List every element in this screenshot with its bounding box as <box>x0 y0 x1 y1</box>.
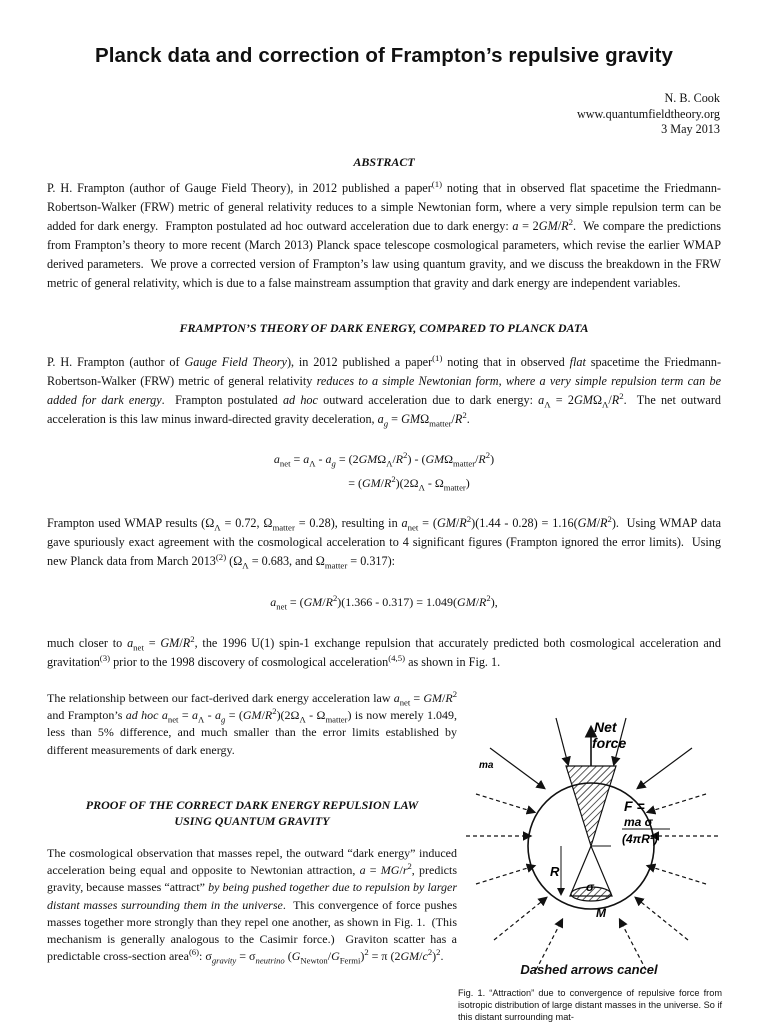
label-M: M <box>596 906 606 920</box>
arrow-left-lower <box>476 866 534 884</box>
author-website[interactable]: www.quantumfieldtheory.org <box>576 106 720 121</box>
label-numerator: ma σ <box>624 815 653 829</box>
arrow-lower-right <box>636 898 688 940</box>
section1-para3: much closer to $a_{net} = GM/R^2$, the 1996 U(1) spin-1 exchange repulsion that accurately predicted both cosmological acceleration and gravitation$^{(3)}$ prior to the 1998 discovery of cosmological acceleration$^{(4,5)}$ as shown in Fig. 1. <box>47 633 721 669</box>
label-sigma: σ <box>586 880 594 894</box>
label-F: F = <box>624 798 645 814</box>
author-name: N. B. Cook <box>664 91 720 105</box>
arrow-upper-left <box>490 748 544 788</box>
figure-caption: Fig. 1. “Attraction” due to convergence of repulsive force from isotropic distribution of large distant masses in the universe. So if this distant surrounding mat- <box>458 988 723 1022</box>
section2-para1: The cosmological observation that masses repel, the outward “dark energy” induced acceleration being equal and opposite to Newtonian attraction, $a = MG/r^2$, predicts gravity, because masses “attract” by being pushed together due to repulsion by larger distant masses surrounding them in the universe. This convergence of force pushes masses together more strongly than they repel one another, as shown in Fig. 1. (This mechanism is generally analogous to the Casimir force.) Graviton scatter has a predictable cross-section area$^{(6)}$: $\sigma_{gravity} = \sigma_{neutrino}$ $(G_{Newton}/G_{Fermi})^2 = \pi$ $(2GM/c^2)^2$. <box>47 846 458 966</box>
label-R: R <box>550 864 560 879</box>
arrow-lower-left <box>494 898 546 940</box>
author-date: 3 May 2013 <box>661 122 720 136</box>
label-force: force <box>592 735 627 751</box>
section2-heading <box>47 797 457 829</box>
section1-para4: The relationship between our fact-derived dark energy acceleration law $a_{net} = GM/R^2$ and Frampton’s ad hoc $a_{net} = a_\Lambda - a_g = (GM/R^2)(2\Omega_\Lambda - \Omega_{matter})$ is now merely 1.049, less than 5% difference, and much smaller than the error limits established by different measurements of dark energy. <box>47 689 458 757</box>
equation-2: $a_{net} = (GM/R^2)(1.366 - 0.317) = 1.049(GM/R^2)$, <box>270 593 498 612</box>
equation-1-line1: $a_{net} = a_\Lambda - a_g = (2GM\Omega_\Lambda/R^2) - (GM\Omega_{matter}/R^2)$ <box>273 450 495 469</box>
arrow-right-lower <box>648 866 706 884</box>
arrow-upper-right <box>638 748 692 788</box>
abstract-heading: ABSTRACT <box>353 155 415 169</box>
label-ma: ma <box>479 760 494 771</box>
equation-1-line2: = $(GM/R^2)(2\Omega_\Lambda - \Omega_{matter})$ <box>348 474 470 493</box>
figure-title: Dashed arrows cancel <box>520 962 658 977</box>
section1-para2: Frampton used WMAP results ($\Omega_\Lambda = 0.72$, $\Omega_{matter} = 0.28$), resulting in $a_{net} = (GM/R^2)(1.44 - 0.28) = 1.16(GM/R^2)$. Using WMAP data gave spuriously exact agreement with the cosmological acceleration to 4 significant figures (Frampton ignored the error limits). Using new Planck data from March 2013$^{(2)}$ ($\Omega_\Lambda = 0.683$, and $\Omega_{matter} = 0.317$): <box>47 513 721 571</box>
abstract-text: P. H. Frampton (author of Gauge Field Theory), in 2012 published a paper$^{(1)}$ noting that in observed flat spacetime the Friedmann-Robertson-Walker (FRW) metric of general relativity reduces to a simple Newtonian form, where a very simple repulsion term can be added for dark energy. Frampton postulated ad hoc outward acceleration due to dark energy: $a = 2GM/R^2$. We compare the predictions from Frampton’s theory to more recent (March 2013) Planck space telescope cosmological parameters, which revise the earlier WMAP derived parameters. We prove a corrected version of Frampton’s law using quantum gravity, and we discuss the breakdown in the FRW metric of general relativity, which is due to a false mainstream assumption that gravity and dark energy are independent variables. <box>47 178 722 290</box>
figure-1-diagram <box>456 708 726 988</box>
arrow-right-upper <box>648 794 706 812</box>
section1-heading: FRAMPTON’S THEORY OF DARK ENERGY, COMPARED TO PLANCK DATA <box>179 321 589 335</box>
label-denominator: (4πR²) <box>622 832 658 846</box>
section2-heading-line2: USING QUANTUM GRAVITY <box>174 814 330 828</box>
label-net: Net <box>594 719 617 735</box>
arrow-top-left <box>556 718 568 764</box>
arrow-left-upper <box>476 794 534 812</box>
paper-title: Planck data and correction of Frampton’s repulsive gravity <box>94 44 674 67</box>
section1-para1: P. H. Frampton (author of Gauge Field Theory), in 2012 published a paper$^{(1)}$ noting that in observed flat spacetime the Friedmann-Robertson-Walker (FRW) metric of general relativity reduces to a simple Newtonian form, where a very simple repulsion term can be added for dark energy. Frampton postulated ad hoc outward acceleration due to dark energy: $a_\Lambda = 2GM\Omega_\Lambda/R^2$. The net outward acceleration is this law minus inward-directed gravity deceleration, $a_g = GM\Omega_{matter}/R^2$. <box>47 352 722 429</box>
author-block <box>577 91 720 138</box>
section2-heading-line1: PROOF OF THE CORRECT DARK ENERGY REPULSION LAW <box>85 798 419 812</box>
upper-cone <box>566 766 616 846</box>
